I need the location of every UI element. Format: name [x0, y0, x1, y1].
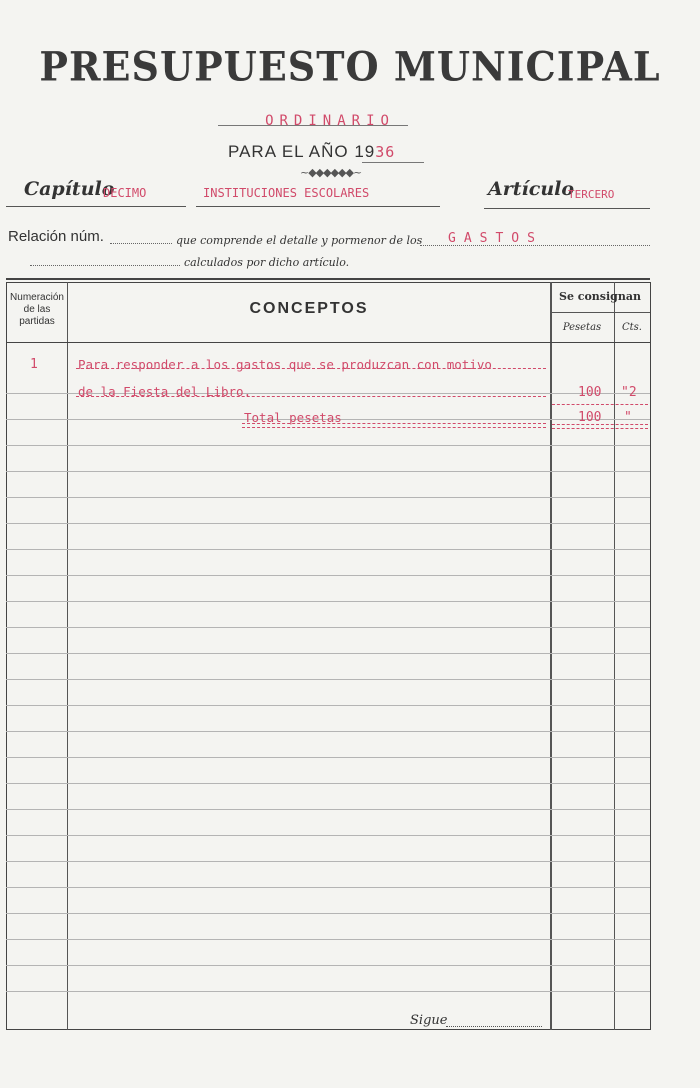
ruled-line	[6, 601, 650, 602]
pesetas-header: Pesetas	[562, 322, 602, 333]
total-dash-underline-2	[242, 427, 546, 428]
year-line	[228, 142, 395, 162]
relacion-middle-text: que comprende el detalle y pormenor de los	[176, 234, 423, 247]
total-pesetas: 100	[578, 410, 602, 425]
row-1-dash-underline	[76, 368, 546, 369]
cts-header: Cts.	[622, 322, 642, 333]
ruled-line	[6, 679, 650, 680]
relacion-value: GASTOS	[448, 231, 543, 246]
ruled-line	[6, 887, 650, 888]
ruled-line	[6, 757, 650, 758]
relacion-second-dots	[30, 265, 180, 266]
row-2-concept: de la Fiesta del Libro.	[78, 384, 252, 399]
relacion-label: Relación núm.	[8, 228, 104, 245]
ruled-line	[6, 809, 650, 810]
row-1-concept: Para responder a los gastos que se produzcan con motivo	[78, 357, 492, 372]
section-underline	[196, 206, 440, 207]
ruled-line	[6, 861, 650, 862]
row-2-dash-underline	[76, 396, 546, 397]
row-2-sum-rule	[552, 404, 648, 405]
total-double-rule-2	[552, 428, 648, 429]
row-1-number: 1	[30, 357, 38, 372]
capitulo-value: DECIMO	[103, 186, 147, 200]
relacion-num-dots	[110, 243, 172, 244]
consign-header: Se consignan	[559, 290, 641, 303]
ruled-line	[6, 575, 650, 576]
total-label: Total pesetas	[244, 410, 342, 425]
conceptos-header: CONCEPTOS	[249, 300, 369, 317]
sigue-dots	[446, 1026, 542, 1027]
column-divider-cts	[614, 282, 615, 1030]
budget-type-underline	[218, 125, 408, 126]
ruled-line	[6, 965, 650, 966]
articulo-label: Artículo	[488, 178, 575, 200]
ruled-line	[6, 783, 650, 784]
header-separator	[6, 342, 650, 343]
total-cts: "	[624, 410, 632, 425]
ruled-line	[6, 705, 650, 706]
ruled-line	[6, 991, 650, 992]
ruled-line	[6, 471, 650, 472]
budget-type: ORDINARIO	[265, 113, 395, 129]
relacion-second-line: calculados por dicho artículo.	[184, 256, 350, 269]
capitulo-underline	[6, 206, 186, 207]
row-2-cts: "2	[621, 385, 637, 400]
relacion-value-dots	[420, 245, 650, 246]
sigue-label: Sigue	[410, 1013, 448, 1028]
articulo-value: TERCERO	[568, 188, 615, 201]
section-value: INSTITUCIONES ESCOLARES	[203, 186, 370, 200]
ornament-divider: ~◆◆◆◆◆◆~	[300, 166, 362, 179]
column-divider-num	[67, 282, 68, 1030]
year-label: PARA EL AÑO 19	[228, 142, 376, 161]
year-underline	[362, 162, 424, 163]
articulo-underline	[484, 208, 650, 209]
ruled-line	[6, 549, 650, 550]
ruled-line	[6, 653, 650, 654]
ruled-line	[6, 835, 650, 836]
consign-subseparator	[550, 312, 650, 313]
row-2-pesetas: 100	[578, 385, 602, 400]
total-double-rule	[552, 424, 648, 425]
document-title: PRESUPUESTO MUNICIPAL	[39, 42, 661, 91]
capitulo-label: Capítulo	[24, 178, 115, 200]
ruled-line	[6, 627, 650, 628]
num-header: Numeración de las partidas	[10, 292, 64, 327]
ruled-line	[6, 939, 650, 940]
total-dash-underline	[242, 423, 546, 424]
ruled-line	[6, 731, 650, 732]
column-divider-pesetas	[550, 282, 552, 1030]
ruled-line	[6, 913, 650, 914]
year-value: 36	[375, 143, 396, 161]
ruled-line	[6, 523, 650, 524]
ruled-line	[6, 445, 650, 446]
ruled-line	[6, 497, 650, 498]
